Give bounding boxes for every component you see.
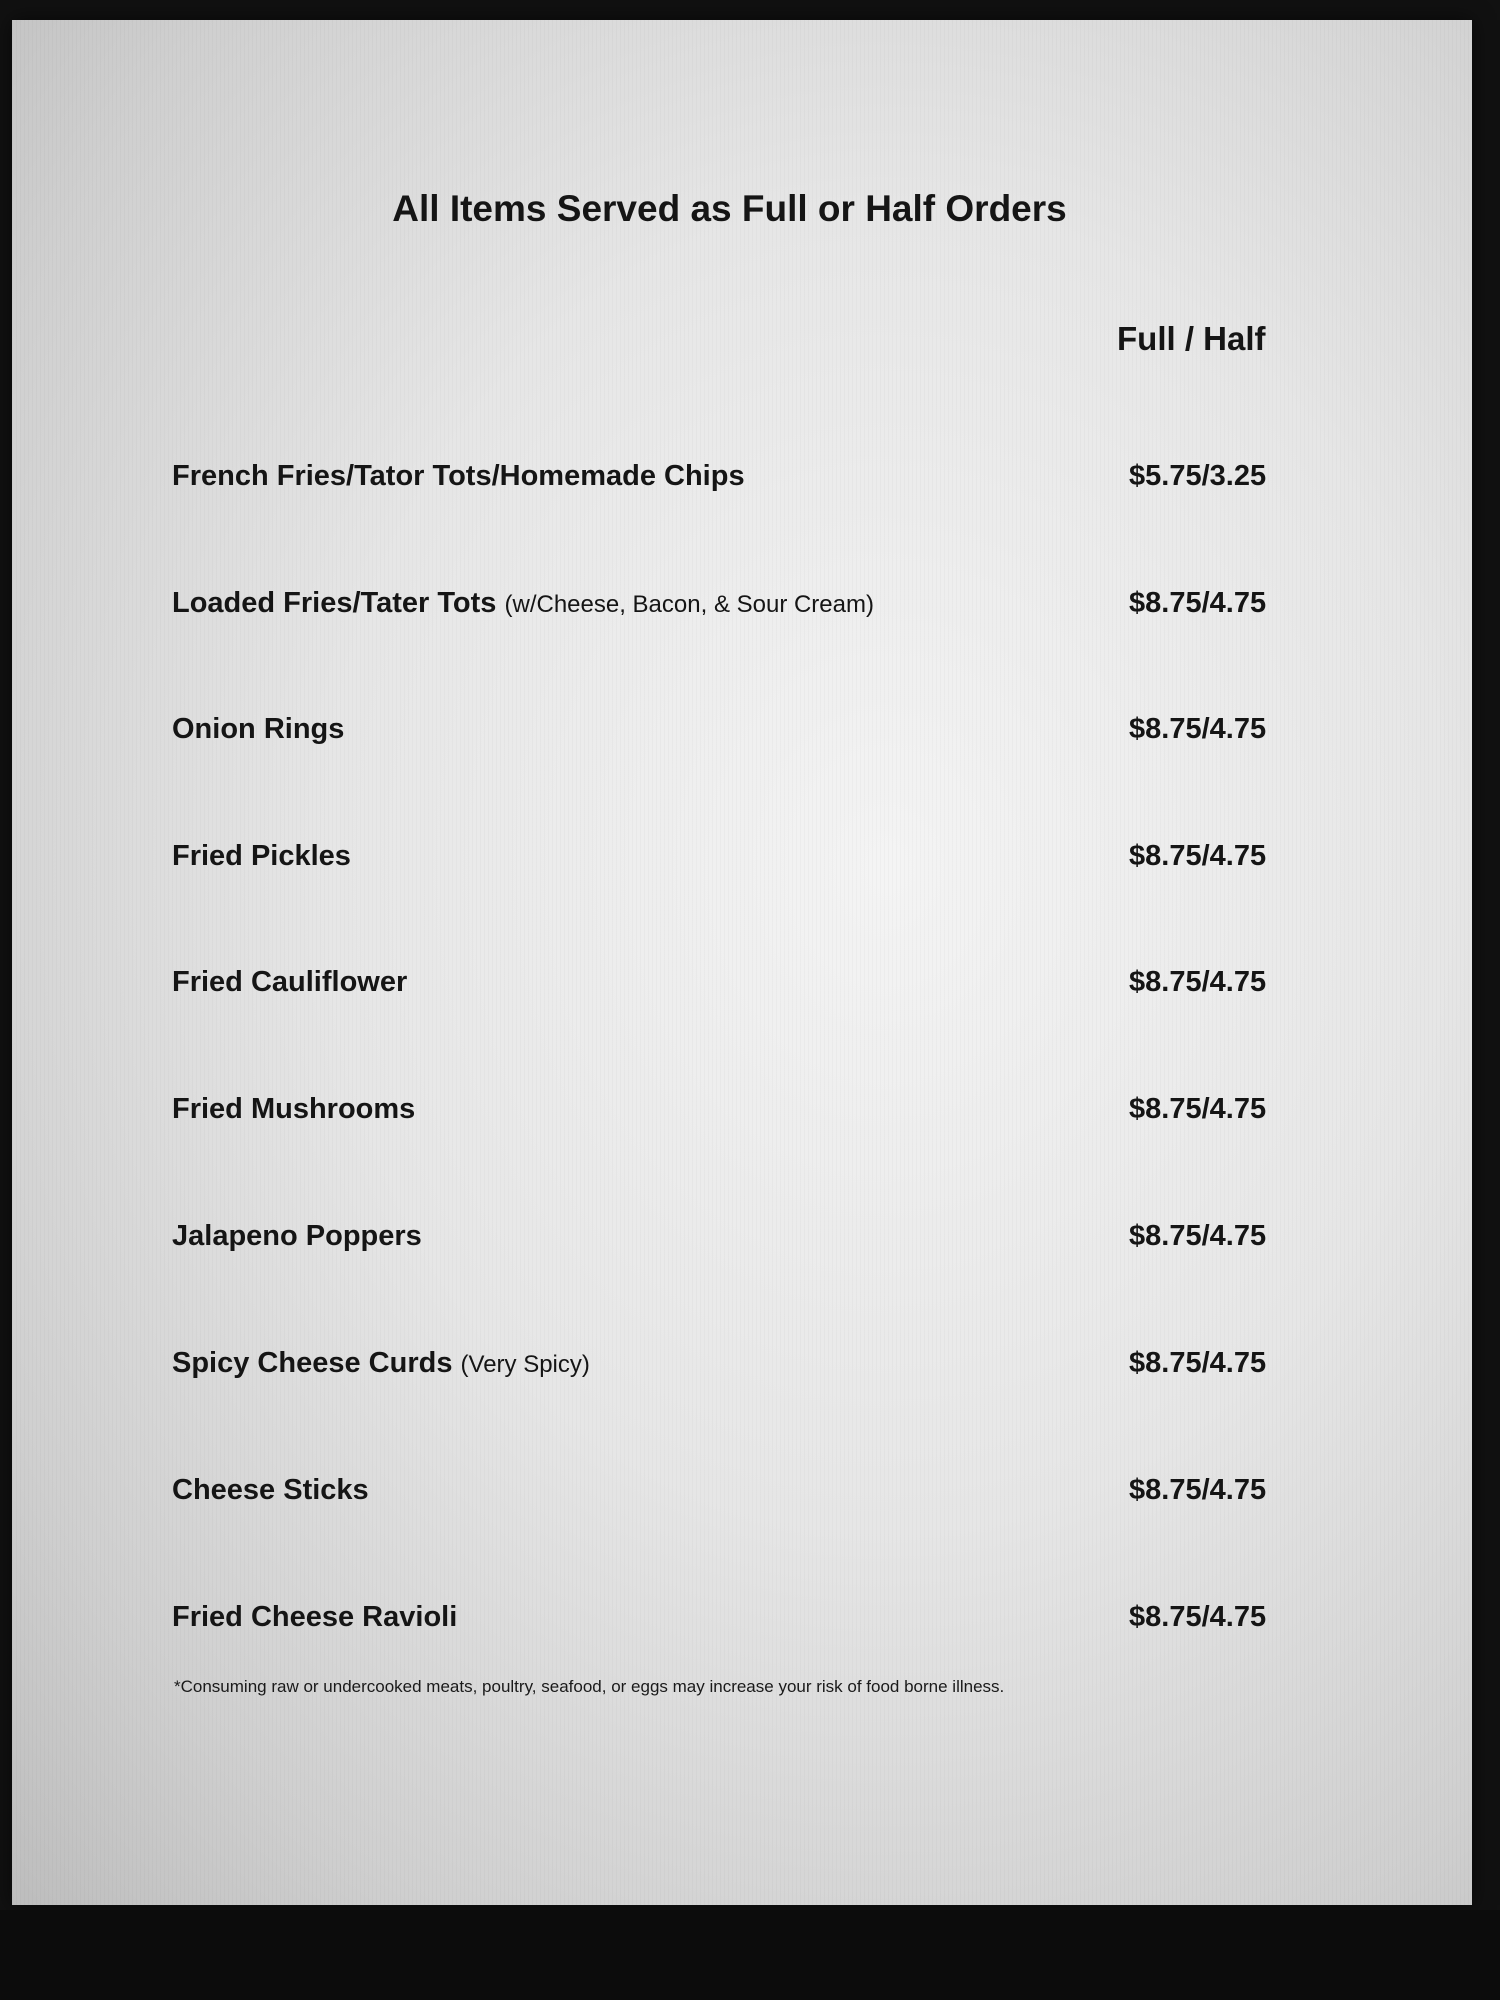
- item-name: Fried Pickles: [172, 840, 351, 872]
- menu-item: [172, 1601, 1302, 1651]
- item-price: $8.75/4.75: [1129, 1347, 1267, 1379]
- item-name: Loaded Fries/Tater Tots (w/Cheese, Bacon, & Sour Cream): [172, 587, 874, 619]
- page-title: All Items Served as Full or Half Orders: [392, 188, 1067, 229]
- menu-list: [12, 20, 1472, 1905]
- item-price: $8.75/4.75: [1129, 966, 1267, 998]
- item-price: $8.75/4.75: [1129, 1474, 1267, 1506]
- item-name: Jalapeno Poppers: [172, 1220, 422, 1252]
- price-column-header: Full / Half: [1117, 320, 1266, 357]
- item-name: Fried Cheese Ravioli: [172, 1601, 458, 1633]
- item-name: Fried Mushrooms: [172, 1093, 416, 1125]
- menu-item: [172, 1474, 1302, 1524]
- menu-item: [172, 840, 1302, 890]
- item-price: $8.75/4.75: [1129, 1093, 1267, 1125]
- item-price: $8.75/4.75: [1129, 587, 1267, 619]
- item-note: (w/Cheese, Bacon, & Sour Cream): [504, 591, 874, 618]
- item-price: $8.75/4.75: [1129, 1601, 1267, 1633]
- item-price: $8.75/4.75: [1129, 713, 1267, 745]
- item-price: $8.75/4.75: [1129, 840, 1267, 872]
- menu-item: [172, 1220, 1302, 1270]
- food-safety-disclaimer: *Consuming raw or undercooked meats, poultry, seafood, or eggs may increase your risk of food borne illness.: [174, 1677, 1005, 1696]
- menu-item: [172, 587, 1302, 637]
- item-name: Cheese Sticks: [172, 1474, 369, 1506]
- menu-item: [172, 966, 1302, 1016]
- menu-item: [172, 713, 1302, 763]
- item-name: French Fries/Tator Tots/Homemade Chips: [172, 460, 745, 492]
- item-price: $5.75/3.25: [1129, 460, 1267, 492]
- item-name: Onion Rings: [172, 713, 345, 745]
- item-name: Spicy Cheese Curds (Very Spicy): [172, 1347, 590, 1379]
- menu-page: [12, 20, 1472, 1905]
- item-note: (Very Spicy): [460, 1351, 590, 1378]
- item-name: Fried Cauliflower: [172, 966, 408, 998]
- menu-item: [172, 1093, 1302, 1143]
- screen-bezel: [0, 1910, 1500, 2000]
- item-price: $8.75/4.75: [1129, 1220, 1267, 1252]
- menu-item: [172, 1347, 1302, 1397]
- menu-item: [172, 460, 1302, 510]
